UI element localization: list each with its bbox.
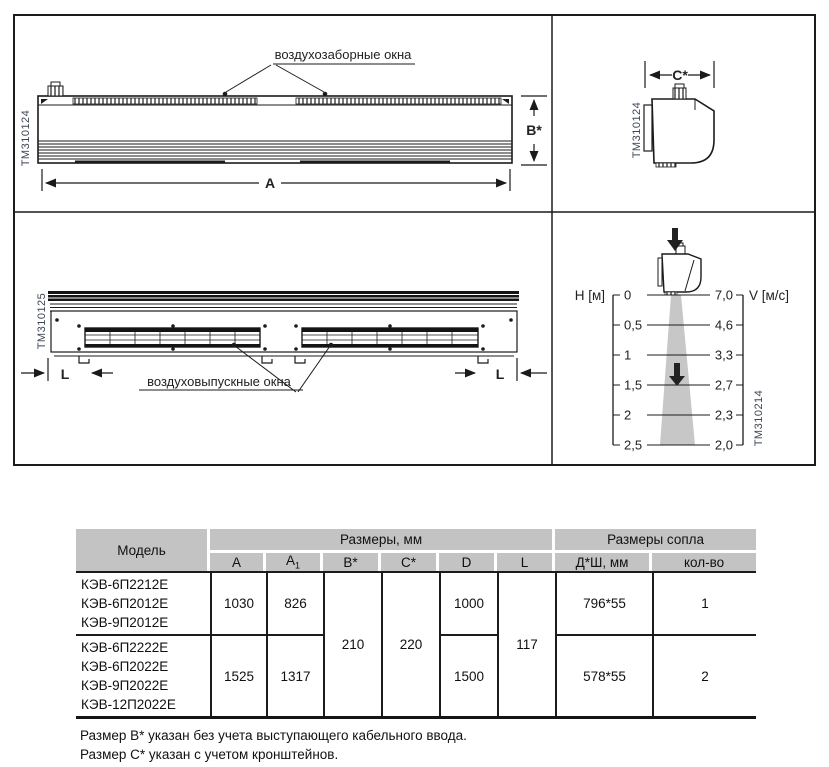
- col-a1-base: A: [285, 553, 295, 569]
- model-name: КЭВ-6П2012Е: [81, 596, 169, 611]
- v-tick-labels: [715, 288, 733, 453]
- cell-c-merged: 220: [381, 571, 439, 716]
- drawing-code-bottom: TM310125: [36, 292, 48, 350]
- header-col-a1: [266, 553, 323, 571]
- h-tick-labels: [624, 288, 642, 453]
- v-tick: 2,3: [714, 407, 733, 423]
- model-name: КЭВ-12П2022Е: [81, 697, 176, 712]
- dim-b-label: B*: [526, 122, 542, 138]
- cell-count-1: 1: [652, 571, 756, 634]
- side-view-panel: [631, 61, 714, 167]
- dim-a-label: A: [264, 175, 276, 191]
- footnote-b: Размер B* указан без учета выступающего кабельного ввода.: [80, 728, 467, 743]
- h-tick: 1: [624, 347, 632, 363]
- cell-d-2: 1500: [439, 634, 497, 716]
- cell-a-2: 1525: [210, 634, 266, 716]
- leader-dot: [329, 343, 334, 348]
- drawing-code-chart: TM310214: [753, 389, 765, 447]
- v-tick: 4,6: [714, 317, 733, 333]
- footnote-c: Размер C* указан с учетом кронштейнов.: [80, 747, 339, 762]
- header-model: Модель: [76, 529, 210, 571]
- model-name: КЭВ-9П2022Е: [81, 678, 169, 693]
- h-tick: 0: [624, 287, 632, 303]
- drawing-code-side: TM310124: [631, 101, 643, 159]
- table-row: [76, 571, 756, 634]
- cell-models-2: [76, 634, 210, 716]
- bottom-view-panel: [21, 291, 547, 392]
- cell-a1-2: 1317: [266, 634, 323, 716]
- cell-count-2: 2: [652, 634, 756, 716]
- dimensions-table: [76, 529, 756, 716]
- dim-l-right-label: L: [495, 366, 505, 382]
- intake-windows-label: воздухозаборные окна: [274, 47, 412, 62]
- header-col-count: кол-во: [652, 553, 756, 571]
- header-col-a: A: [210, 553, 266, 571]
- outlet-windows-label: воздуховыпускные окна: [147, 374, 291, 389]
- technical-drawings: [13, 14, 816, 466]
- front-view-panel: [20, 47, 547, 191]
- flow-chart-unit: [658, 243, 701, 295]
- cell-models-1: [76, 571, 210, 634]
- v-tick: 2,0: [714, 437, 733, 453]
- bottom-view-unit: [48, 291, 519, 363]
- header-dims-group: Размеры, мм: [210, 529, 555, 553]
- front-view-unit: [38, 82, 512, 163]
- col-a1-sub: 1: [295, 560, 301, 571]
- header-nozzle-group: Размеры сопла: [555, 529, 756, 553]
- header-col-l: L: [497, 553, 555, 571]
- cell-b-merged: 210: [323, 571, 381, 716]
- dimensions-table-wrapper: [76, 529, 756, 719]
- v-tick: 7,0: [714, 287, 733, 303]
- h-tick: 2: [624, 407, 632, 423]
- cell-nozzle-2: 578*55: [555, 634, 652, 716]
- model-name: КЭВ-6П2222Е: [81, 640, 169, 655]
- leader-dot: [232, 343, 237, 348]
- dim-l-left-label: L: [60, 366, 70, 382]
- flow-chart-panel: [575, 228, 789, 453]
- cell-nozzle-1: 796*55: [555, 571, 652, 634]
- cell-a1-1: 826: [266, 571, 323, 634]
- drawing-code-front: TM310124: [20, 109, 32, 167]
- v-tick: 2,7: [714, 377, 733, 393]
- dim-a: [42, 169, 510, 191]
- model-name: КЭВ-6П2022Е: [81, 659, 169, 674]
- frame-borders: [14, 15, 816, 465]
- v-axis-label: V [м/с]: [749, 288, 790, 303]
- h-axis-label: H [м]: [574, 288, 605, 303]
- side-view-unit: [644, 84, 714, 167]
- model-name: КЭВ-9П2012Е: [81, 615, 169, 630]
- h-tick: 0,5: [624, 317, 643, 333]
- h-tick: 2,5: [624, 437, 643, 453]
- header-col-nozzle: Д*Ш, мм: [555, 553, 652, 571]
- model-name: КЭВ-6П2212Е: [81, 577, 169, 592]
- intake-leader-lines: [226, 64, 415, 92]
- cell-l-merged: 117: [497, 571, 555, 716]
- header-col-b: B*: [323, 553, 381, 571]
- drawings-frame: [13, 14, 816, 466]
- v-tick: 3,3: [714, 347, 733, 363]
- header-col-c: C*: [381, 553, 439, 571]
- inflow-arrow-icon: [667, 228, 683, 251]
- cell-a-1: 1030: [210, 571, 266, 634]
- dim-c-label: C*: [672, 67, 688, 83]
- h-tick: 1,5: [624, 377, 643, 393]
- header-col-d: D: [439, 553, 497, 571]
- cell-d-1: 1000: [439, 571, 497, 634]
